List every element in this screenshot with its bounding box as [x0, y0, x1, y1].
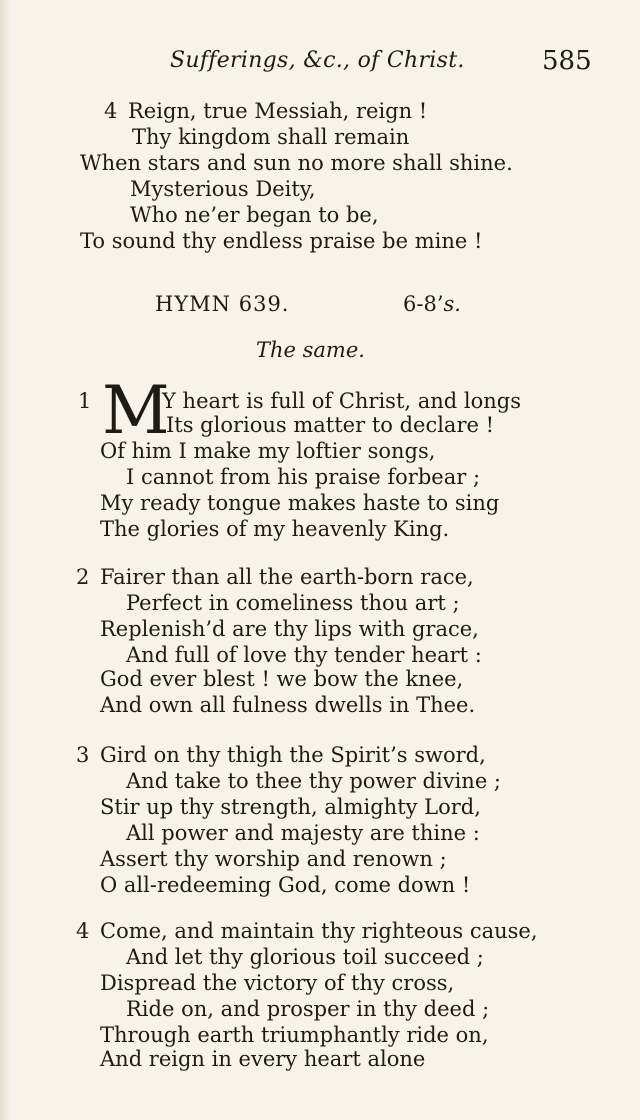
meter-suffix: s. [443, 292, 461, 316]
verse-line: O all-redeeming God, come down ! [100, 873, 471, 897]
verse-line: And take to thee thy power divine ; [126, 769, 501, 793]
verse-number: 2 [76, 565, 90, 589]
verse-line: Perfect in comeliness thou art ; [126, 591, 460, 615]
verse-line: And let thy glorious toil succeed ; [126, 945, 484, 969]
verse-line: Of him I make my loftier songs, [100, 439, 436, 463]
page-number: 585 [542, 46, 592, 76]
verse-line: God ever blest ! we bow the knee, [100, 667, 464, 691]
verse-line: When stars and sun no more shall shine. [80, 151, 513, 175]
verse-line: Y heart is full of Christ, and longs [162, 389, 522, 413]
verse-line: Stir up thy strength, almighty Lord, [100, 795, 481, 819]
verse-line: I cannot from his praise forbear ; [126, 465, 481, 489]
verse-line: Fairer than all the earth-born race, [100, 565, 474, 589]
verse-number: 1 [78, 389, 92, 413]
verse-line: Gird on thy thigh the Spirit’s sword, [100, 743, 486, 767]
verse-line: To sound thy endless praise be mine ! [80, 229, 483, 253]
hymn-meter [403, 292, 461, 316]
verse-number: 4 [76, 919, 90, 943]
hymn-subtitle: The same. [256, 338, 365, 362]
verse-line: Replenish’d are thy lips with grace, [100, 617, 479, 641]
verse-line: All power and majesty are thine : [126, 821, 480, 845]
verse-line: Come, and maintain thy righteous cause, [100, 919, 538, 943]
verse-line: Mysterious Deity, [130, 177, 316, 201]
page-gutter [0, 0, 10, 1120]
running-title: Sufferings, &c., of Christ. [170, 48, 465, 73]
verse-line: And full of love thy tender heart : [126, 643, 482, 667]
verse-line: Who ne’er began to be, [130, 203, 379, 227]
verse-line: The glories of my heavenly King. [100, 517, 450, 541]
verse-line: Ride on, and prosper in thy deed ; [126, 997, 490, 1021]
verse-line: And own all fulness dwells in Thee. [100, 693, 476, 717]
verse-number: 4 [104, 99, 118, 123]
verse-line: My ready tongue makes haste to sing [100, 491, 500, 515]
verse-line: Thy kingdom shall remain [132, 125, 410, 149]
verse-line: Dispread the victory of thy cross, [100, 971, 455, 995]
verse-line: And reign in every heart alone [100, 1047, 426, 1071]
verse-number: 3 [76, 743, 90, 767]
drop-cap: M [102, 372, 168, 449]
verse-line: Its glorious matter to declare ! [166, 413, 495, 437]
meter-numeral: 6-8’ [403, 292, 444, 316]
verse-line: Through earth triumphantly ride on, [100, 1023, 489, 1047]
verse-line: Assert thy worship and renown ; [100, 847, 447, 871]
hymn-number: HYMN 639. [155, 292, 290, 316]
verse-line: Reign, true Messiah, reign ! [128, 99, 428, 123]
